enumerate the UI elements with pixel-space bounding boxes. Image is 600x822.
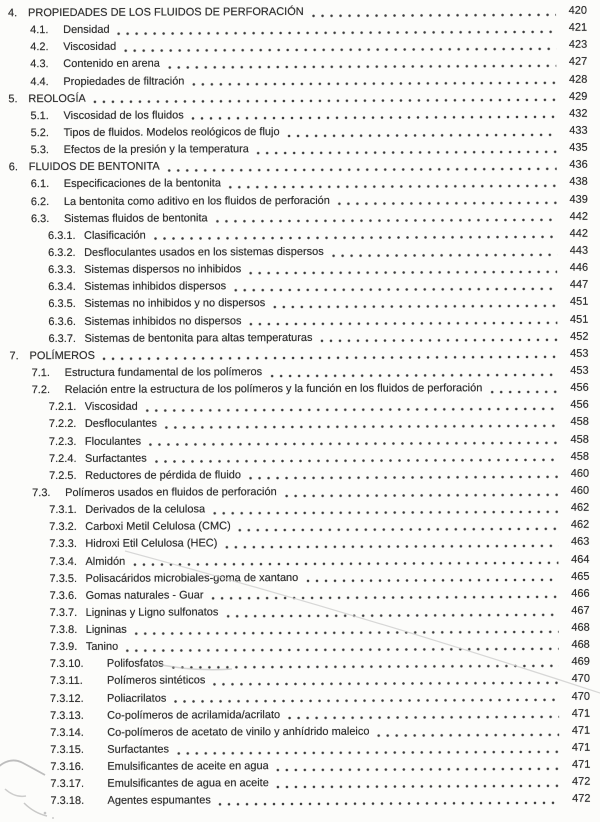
toc-entry-title: REOLOGÍA — [28, 92, 86, 105]
toc-entry-page: 452 — [570, 330, 589, 343]
toc-entry-title: Ligninas — [85, 623, 127, 636]
dot-leader — [309, 3, 556, 21]
toc-entry-title: Polímeros sintéticos — [106, 674, 206, 688]
toc-entry-title: Emulsificantes de agua en aceite — [107, 777, 269, 791]
toc-entry-title: Viscosidad — [63, 41, 117, 54]
toc-entry-number: 6.3.4. — [48, 281, 76, 294]
dot-leader — [189, 71, 556, 90]
toc-entry-title: Estructura fundamental de los polímeros — [64, 366, 263, 379]
dot-leader — [270, 294, 557, 312]
toc-entry-title: Polímeros usados en fluidos de perforación — [65, 485, 277, 499]
corner-speck-2 — [52, 817, 54, 819]
toc-entry-title: Sistemas de bentonita para altas temperaturas — [84, 331, 313, 345]
toc-entry-title: PROPIEDADES DE LOS FLUIDOS DE PERFORACIÓN — [28, 5, 304, 20]
toc-entry-number: 7.3.15. — [50, 743, 84, 757]
toc-entry-page: 458 — [570, 416, 589, 429]
toc-entry-title: Sistemas inhibidos no dispersos — [84, 314, 242, 328]
toc-entry-title: Almidón — [85, 555, 126, 568]
dot-leader — [209, 586, 559, 605]
dot-leader — [487, 380, 557, 397]
toc-entry-number: 4.4. — [30, 75, 49, 88]
toc-entry-title: Clasificación — [83, 229, 146, 242]
dot-leader — [123, 637, 559, 656]
dot-leader — [151, 226, 557, 245]
dot-leader — [210, 500, 558, 519]
toc-entry-number: 7.3.7. — [49, 606, 78, 619]
dot-leader — [274, 774, 560, 792]
toc-entry-title: Surfactantes — [84, 452, 147, 465]
toc-entry-number: 6. — [8, 161, 18, 174]
toc-entry-title: Floculantes — [84, 435, 142, 448]
toc-entry-page: 436 — [569, 158, 588, 172]
toc-entry-page: 471 — [571, 741, 591, 754]
toc-entry-page: 451 — [569, 313, 589, 326]
toc-entry-page: 468 — [571, 638, 590, 651]
corner-speck-1 — [44, 812, 47, 815]
dot-leader — [146, 431, 558, 450]
toc-entry-title: Desfloculantes usados en los sistemas dispersos — [84, 245, 324, 259]
toc-entry-page: 466 — [571, 587, 590, 600]
toc-entry-page: 469 — [571, 656, 590, 669]
toc-entry-title: Tanino — [85, 640, 119, 654]
toc-list — [0, 3, 600, 811]
toc-entry-number: 7.3.12. — [50, 692, 84, 705]
toc-entry-page: 472 — [572, 776, 591, 789]
toc-entry-number: 6.3.2. — [48, 246, 76, 260]
dot-leader — [231, 277, 557, 296]
toc-entry-number: 6.3.3. — [48, 264, 76, 277]
toc-entry-number: 7.3.16. — [50, 761, 84, 774]
toc-entry-number: 7.2.1. — [48, 401, 77, 414]
toc-entry-title: Contenido en arena — [63, 57, 160, 71]
toc-entry-title: Polisacáridos microbiales-goma de xantano — [85, 571, 299, 585]
toc-entry-page: 427 — [568, 56, 588, 69]
toc-entry-page: 456 — [570, 398, 589, 412]
toc-entry-title: Desfloculantes — [84, 417, 158, 431]
toc-entry-title: La bentonita como aditivo en los fluidos de perforación — [63, 194, 330, 208]
toc-entry-number: 4.2. — [30, 41, 49, 54]
dot-leader — [226, 174, 557, 193]
toc-entry-title: Derivados de la celulosa — [85, 503, 206, 516]
toc-entry-number: 6.1. — [30, 178, 50, 191]
dot-leader — [222, 534, 558, 553]
toc-entry-title: Efectos de la presión y la temperatura — [63, 143, 249, 157]
toc-entry-title: Viscosidad — [84, 400, 138, 414]
toc-entry-number: 7.2.4. — [48, 452, 77, 465]
toc-entry-number: 7.3.5. — [49, 572, 78, 585]
toc-entry-title: Hidroxi Etil Celulosa (HEC) — [85, 537, 218, 551]
toc-entry-page: 428 — [568, 73, 588, 86]
dot-leader — [132, 620, 559, 639]
toc-entry-number: 6.3.1. — [47, 229, 76, 242]
dot-leader — [285, 123, 557, 141]
toc-entry-number: 7.3.11. — [49, 675, 83, 688]
dot-leader — [317, 329, 557, 347]
toc-entry-title: Carboxi Metil Celulosa (CMC) — [85, 520, 231, 534]
toc-entry-number: 6.3.5. — [48, 298, 76, 311]
toc-entry-number: 6.3.6. — [48, 315, 76, 328]
dot-leader — [152, 448, 558, 467]
toc-entry-page: 423 — [568, 38, 588, 52]
toc-entry-number: 7.2. — [31, 384, 51, 397]
toc-entry-page: 467 — [571, 604, 590, 617]
dot-leader — [130, 551, 558, 570]
dot-leader — [216, 791, 560, 810]
dot-leader — [223, 603, 558, 622]
toc-entry-number: 7.3.4. — [49, 555, 77, 568]
toc-entry-page: 470 — [571, 673, 590, 686]
dot-leader — [274, 757, 560, 775]
toc-entry-number: 5.3. — [30, 144, 50, 157]
dot-leader — [100, 346, 558, 365]
toc-entry-page: 453 — [570, 364, 589, 377]
dot-leader — [210, 671, 559, 690]
dot-leader — [169, 654, 559, 673]
toc-entry-page: 435 — [569, 141, 588, 154]
toc-entry-page: 439 — [569, 193, 588, 206]
dot-leader — [254, 140, 557, 158]
toc-entry-title: POLÍMEROS — [29, 349, 95, 362]
dot-leader — [267, 363, 558, 381]
toc-entry-page: 465 — [571, 570, 590, 583]
toc-entry-number: 7.3.8. — [49, 623, 78, 637]
toc-entry-title: Relación entre la estructura de los polímeros y la función en los fluidos de perforación — [64, 382, 483, 397]
toc-entry-number: 7.3. — [32, 486, 51, 500]
toc-entry-title: Emulsificantes de aceite en agua — [107, 760, 269, 773]
dot-leader — [285, 706, 559, 724]
toc-entry-number: 7.3.1. — [49, 504, 77, 517]
toc-entry-page: 460 — [570, 484, 590, 497]
toc-entry-number: 7.3.14. — [50, 726, 84, 739]
toc-entry — [3, 791, 600, 811]
toc-entry-title: Poliacrilatos — [106, 692, 167, 705]
toc-entry-title: Densidad — [63, 23, 110, 37]
toc-entry-title: Sistemas dispersos no inhibidos — [84, 263, 242, 277]
toc-entry-number: 5.2. — [30, 127, 49, 140]
toc-entry-number: 7.2.2. — [48, 418, 77, 431]
toc-entry-page: 421 — [568, 21, 588, 34]
toc-entry-page: 463 — [570, 536, 590, 549]
dot-leader — [162, 414, 558, 433]
toc-entry-page: 453 — [570, 347, 589, 360]
toc-entry-page: 471 — [571, 724, 591, 737]
toc-entry-title: Sistemas no inhibidos y no dispersos — [84, 297, 266, 311]
toc-entry-page: 458 — [570, 450, 590, 463]
dot-leader — [282, 483, 558, 501]
toc-entry-number: 7.3.3. — [49, 538, 77, 551]
toc-entry-number: 5.1. — [30, 109, 49, 122]
toc-entry-number: 7.3.6. — [49, 589, 78, 602]
toc-entry-title: Agentes espumantes — [107, 794, 211, 808]
dot-leader — [335, 191, 557, 209]
toc-entry-title: Co-polímeros de acetato de vinilo y anhídrido maleico — [107, 725, 370, 739]
dot-leader — [303, 568, 558, 586]
toc-entry-page: 456 — [570, 381, 589, 394]
toc-entry-number: 4. — [8, 7, 18, 20]
toc-entry-number: 7.3.18. — [50, 795, 85, 808]
toc-entry-title: Surfactantes — [107, 743, 170, 756]
dot-leader — [329, 243, 557, 261]
toc-entry-title: Polifosfatos — [106, 657, 164, 671]
toc-entry-number: 5. — [8, 92, 18, 105]
toc-entry-page: 443 — [569, 244, 589, 257]
dot-leader — [165, 54, 556, 73]
toc-entry-page: 438 — [569, 176, 588, 189]
toc-entry-title: Viscosidad de los fluidos — [63, 109, 184, 122]
dot-leader — [171, 688, 559, 707]
toc-entry-number: 7.3.17. — [50, 778, 85, 791]
dot-leader — [246, 260, 557, 278]
dot-leader — [189, 106, 557, 125]
toc-entry-title: Propiedades de filtración — [63, 75, 185, 88]
dot-leader — [115, 20, 557, 39]
toc-entry-page: 471 — [571, 707, 591, 720]
toc-entry-page: 458 — [570, 433, 589, 446]
toc-entry-page: 460 — [570, 467, 590, 480]
toc-entry-number: 7.2.3. — [48, 435, 77, 448]
toc-entry-title: Ligninas y Ligno sulfonatos — [85, 606, 219, 619]
toc-entry-number: 6.2. — [30, 195, 50, 208]
toc-entry-number: 7.3.13. — [50, 709, 84, 722]
toc-entry-page: 472 — [572, 793, 591, 806]
toc-entry-title: Sistemas fluidos de bentonita — [63, 212, 208, 225]
dot-leader — [246, 466, 558, 485]
toc-entry-page: 462 — [570, 501, 590, 514]
toc-entry-number: 7. — [9, 349, 19, 363]
toc-entry-page: 447 — [569, 278, 589, 292]
toc-entry-number: 6.3. — [30, 212, 50, 225]
toc-entry-page: 433 — [569, 124, 588, 137]
toc-entry-number: 7.3.10. — [49, 658, 84, 671]
dot-leader — [213, 209, 557, 228]
toc-entry-number: 7.3.9. — [49, 641, 78, 654]
toc-entry-title: Tipos de fluidos. Modelos reológicos de flujo — [63, 126, 280, 139]
toc-entry-number: 7.2.5. — [49, 469, 77, 482]
dot-leader — [121, 37, 556, 56]
toc-entry-title: Especificaciones de la bentonita — [63, 177, 221, 191]
toc-entry-page: 462 — [570, 518, 590, 531]
dot-leader — [246, 311, 557, 329]
dot-leader — [143, 397, 558, 416]
toc-entry-page: 442 — [569, 227, 589, 240]
toc-entry-page: 468 — [571, 621, 590, 634]
toc-entry-title: Gomas naturales - Guar — [85, 589, 204, 602]
toc-entry-title: Reductores de pérdida de fluido — [85, 469, 242, 482]
toc-entry-number: 7.1. — [31, 367, 50, 380]
dot-leader — [91, 89, 557, 108]
toc-entry-page: 470 — [571, 690, 591, 703]
toc-entry-page: 442 — [569, 210, 588, 223]
dot-leader — [236, 517, 559, 536]
toc-entry-title: FLUIDOS DE BENTONITA — [28, 160, 160, 174]
toc-entry-page: 471 — [571, 758, 591, 771]
toc-entry-title: Co-polímeros de acrilamida/acrilato — [107, 708, 281, 722]
toc-entry-title: Sistemas inhibidos dispersos — [84, 280, 227, 294]
toc-entry-number: 7.3.2. — [49, 521, 77, 534]
toc-entry-page: 429 — [569, 90, 588, 103]
toc-entry-number: 4.3. — [30, 58, 49, 71]
toc-entry-page: 446 — [569, 261, 589, 274]
toc-entry-page: 420 — [568, 4, 588, 17]
toc-entry-number: 6.3.7. — [48, 332, 77, 345]
dot-leader — [374, 723, 559, 741]
toc-entry-number: 4.1. — [30, 24, 49, 37]
dot-leader — [174, 740, 559, 759]
toc-entry-page: 432 — [569, 107, 588, 120]
toc-entry-page: 464 — [571, 553, 590, 566]
dot-leader — [165, 157, 557, 176]
toc-entry-page: 451 — [569, 296, 589, 309]
